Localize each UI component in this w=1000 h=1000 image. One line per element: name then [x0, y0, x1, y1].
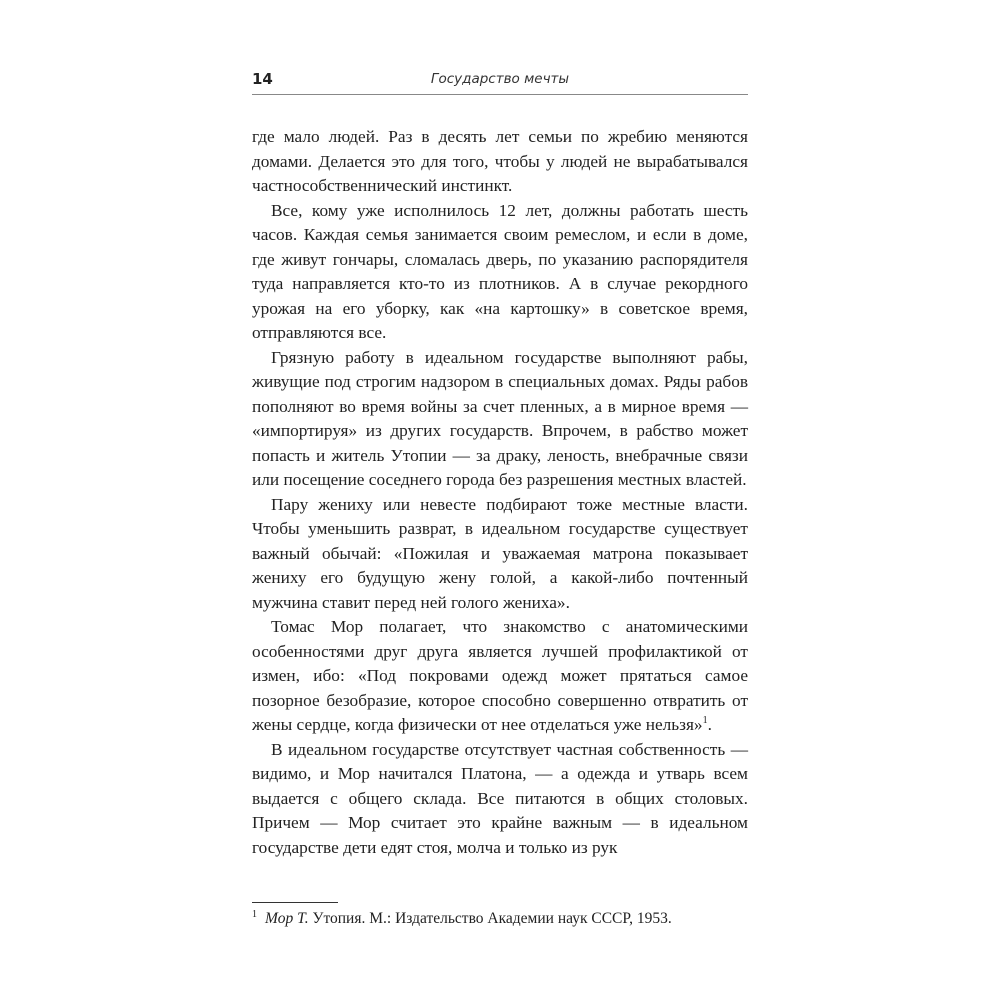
body-text	[252, 125, 748, 860]
paragraph-1: где мало людей. Раз в десять лет семьи по жребию меняются домами. Делается это для того, чтобы у людей не вырабатывался частнособственнический инстинкт.	[252, 127, 748, 195]
footnote-divider	[252, 902, 338, 903]
running-title: Государство мечты	[430, 71, 570, 87]
footnote-author: Мор Т.	[265, 910, 309, 927]
footnote	[252, 909, 748, 929]
paragraph-2: Все, кому уже исполнилось 12 лет, должны работать шесть часов. Каждая семья занимается своим ремеслом, и если в доме, где живут гончары, сломалась дверь, по указанию распорядителя туда направляется кто-то из плотников. А в случае рекордного урожая на его уборку, как «на картошку» в советское время, отправляются все.	[252, 200, 748, 342]
paragraph-3: Грязную работу в идеальном государстве выполняют рабы, живущие под строгим надзором в специальных домах. Ряды рабов пополняют во время войны за счет пленных, а в мирное время — «импортируя» из других государств. Впрочем, в рабство может попасть и житель Утопии — за драку, леность, внебрачные связи или посещение соседнего города без разрешения местных властей.	[252, 347, 748, 489]
footnote-mark: 1	[252, 908, 257, 920]
footnote-text: Утопия. М.: Издательство Академии наук СССР, 1953.	[312, 910, 672, 927]
page-number: 14	[252, 70, 273, 88]
footnote-reference[interactable]: 1	[702, 715, 708, 727]
paragraph-6: В идеальном государстве отсутствует частная собственность — видимо, и Мор начитался Платона, — а одежда и утварь всем выдается с общего склада. Все питаются в общих столовых. Причем — Мор считает это крайне важным — в идеальном государстве дети едят стоя, молча и только из рук	[252, 739, 748, 857]
paragraph-4: Пару жениху или невесте подбирают тоже местные власти. Чтобы уменьшить разврат, в идеальном государстве существует важный обычай: «Пожилая и уважаемая матрона показывает жениху его будущую жену голой, а какой-либо почтенный мужчина ставит перед ней голого жениха».	[252, 494, 748, 612]
book-page	[252, 60, 748, 960]
page-header	[252, 60, 748, 95]
paragraph-5: Томас Мор полагает, что знакомство с анатомическими особенностями друг друга является лучшей профилактикой от измен, ибо: «Под покровами одежд может прятаться самое позорное безобразие, которое способно совершенно отвратить от жены сердце, когда физически от нее отделаться уже нельзя»$^1$.	[252, 617, 748, 734]
